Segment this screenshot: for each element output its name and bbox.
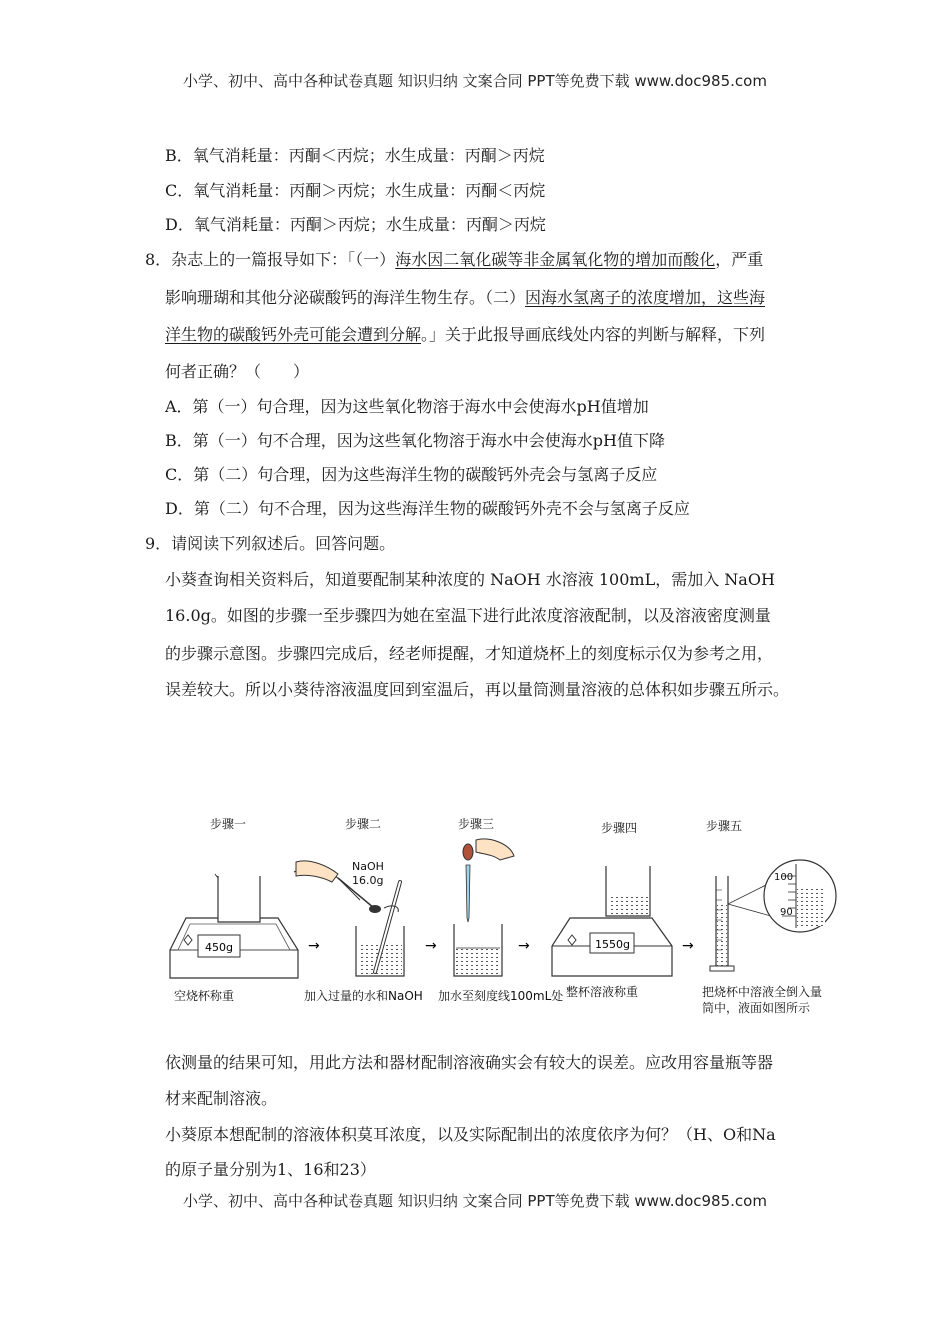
naoh-label: NaOH: [352, 860, 384, 873]
arrow-icon: →: [518, 938, 530, 954]
step-5-label: 步骤五: [706, 819, 743, 833]
step-2-label: 步骤二: [345, 817, 382, 831]
step-2-beaker: [294, 861, 404, 976]
q8-underline-3: 洋生物的碳酸钙外壳可能会遭到分解: [165, 325, 422, 344]
q9-after-3: 小葵原本想配制的溶液体积莫耳浓度，以及实际配制出的浓度依序为何？（H、O和Na: [165, 1125, 776, 1144]
q8-line-4: 何者正确？（ ）: [165, 362, 310, 381]
q7-option-b: B．氧气消耗量：丙酮＜丙烷；水生成量：丙酮＞丙烷: [165, 146, 545, 165]
q9-para-1: 小葵查询相关资料后，知道要配制某种浓度的 NaOH 水溶液 100mL，需加入 NaOH: [165, 570, 775, 589]
step-5-cylinder: [710, 860, 836, 971]
q7-option-c: C．氧气消耗量：丙酮＞丙烷；水生成量：丙酮＜丙烷: [165, 181, 546, 200]
q8-option-a: A．第（一）句合理，因为这些氧化物溶于海水中会使海水pH值增加: [165, 397, 649, 416]
caption-2: 加入过量的水和NaOH: [304, 989, 423, 1003]
q8-line-1: [145, 250, 763, 270]
q9-para-3: 的步骤示意图。步骤四完成后，经老师提醒，才知道烧杯上的刻度标示仅为参考之用，: [165, 644, 774, 663]
q9-para-4: 误差较大。所以小葵待溶液温度回到室温后，再以量筒测量溶液的总体积如步骤五所示。: [165, 680, 790, 699]
page-header: 小学、初中、高中各种试卷真题 知识归纳 文案合同 PPT等免费下载 www.doc985.com: [183, 72, 767, 90]
q8-underline-2: 因海水氢离子的浓度增加，这些海: [525, 288, 766, 307]
q9-para-2: 16.0g。如图的步骤一至步骤四为她在室温下进行此浓度溶液配制，以及溶液密度测量: [165, 606, 771, 625]
procedure-figure: [160, 800, 850, 1025]
q8-option-d: D．第（二）句不合理，因为这些海洋生物的碳酸钙外壳不会与氢离子反应: [165, 499, 690, 518]
q8-line-3: [165, 325, 765, 345]
step-3-label: 步骤三: [458, 817, 495, 831]
caption-4: 整杯溶液称重: [566, 985, 639, 999]
arrow-icon: →: [425, 938, 437, 954]
q8-option-c: C．第（二）句合理，因为这些海洋生物的碳酸钙外壳会与氢离子反应: [165, 465, 658, 484]
caption-3: 加水至刻度线100mL处: [438, 989, 564, 1003]
q9-after-4: 的原子量分别为1、16和23）: [165, 1160, 376, 1179]
q9-after-2: 材来配制溶液。: [165, 1089, 278, 1108]
scale-1-reading: 450g: [205, 941, 233, 954]
q8-text: 。」关于此报导画底线处内容的判断与解释，下列: [421, 325, 766, 344]
q8-line-2: [165, 288, 765, 308]
arrow-icon: →: [308, 938, 320, 954]
q8-text: 影响珊瑚和其他分泌碳酸钙的海洋生物生存。（二）: [165, 288, 526, 307]
q8-text: ，严重: [715, 250, 764, 269]
scale-4-reading: 1550g: [595, 938, 630, 951]
cylinder-mark-90: 90: [780, 907, 793, 918]
step-4-label: 步骤四: [601, 821, 638, 835]
step-1-label: 步骤一: [210, 817, 247, 831]
q8-underline-1: 海水因二氧化碳等非金属氧化物的增加而酸化: [395, 250, 716, 269]
arrow-icon: →: [682, 938, 694, 954]
step-4-balance: [552, 866, 672, 976]
q9-title: 9．请阅读下列叙述后。回答问题。: [145, 534, 396, 553]
caption-1: 空烧杯称重: [174, 989, 235, 1003]
page-footer: 小学、初中、高中各种试卷真题 知识归纳 文案合同 PPT等免费下载 www.doc985.com: [183, 1192, 767, 1210]
q8-text: 8．杂志上的一篇报导如下：「（一）: [145, 250, 396, 269]
step-1-balance: [170, 874, 298, 978]
step-3-beaker: [454, 839, 514, 976]
naoh-mass-label: 16.0g: [352, 874, 384, 887]
caption-5-line-2: 筒中，液面如图所示: [702, 1001, 811, 1015]
q9-after-1: 依测量的结果可知，用此方法和器材配制溶液确实会有较大的误差。应改用容量瓶等器: [165, 1053, 774, 1072]
caption-5-line-1: 把烧杯中溶液全倒入量: [702, 985, 823, 999]
q8-option-b: B．第（一）句不合理，因为这些氧化物溶于海水中会使海水pH值下降: [165, 431, 665, 450]
q7-option-d: D．氧气消耗量：丙酮＞丙烷；水生成量：丙酮＞丙烷: [165, 215, 546, 234]
cylinder-mark-100: 100: [774, 872, 794, 883]
